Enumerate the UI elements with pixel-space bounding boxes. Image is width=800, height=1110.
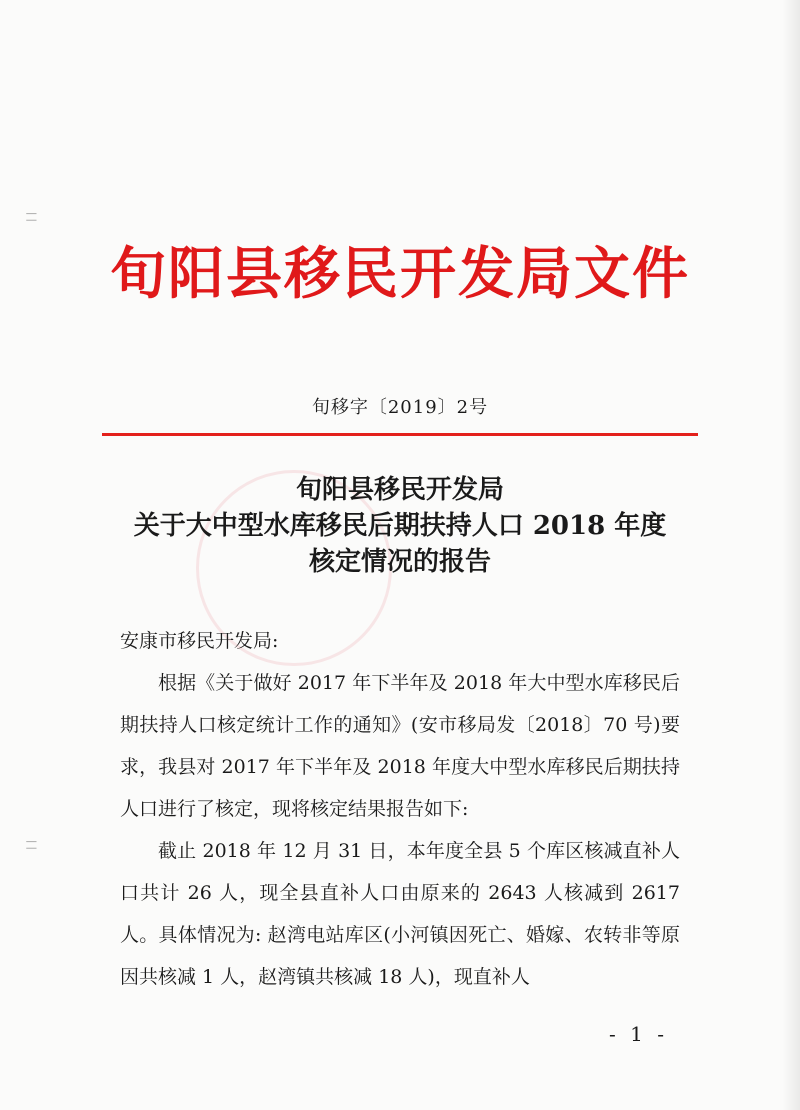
scan-edge-shadow — [782, 0, 800, 1110]
document-header-title: 旬阳县移民开发局文件 — [110, 242, 690, 307]
body-paragraph-2: 截止 2018 年 12 月 31 日，本年度全县 5 个库区核减直补人口共计 26 人，现全县直补人口由原来的 2643 人核减到 2617 人。具体情况为: 赵湾电站库区(小河镇因死亡、婚嫁、农转非等原因共核减 1 人，赵湾镇共核减 18 人)，现直补人 — [120, 840, 680, 988]
report-body — [120, 620, 680, 998]
report-title-line-2: 关于大中型水库移民后期扶持人口 2018 年度 — [133, 511, 667, 541]
report-title — [0, 472, 800, 580]
binding-hole-mark-bottom: | | — [26, 840, 37, 850]
body-paragraph-1: 根据《关于做好 2017 年下半年及 2018 年大中型水库移民后期扶持人口核定统计工作的通知》(安市移局发〔2018〕70 号)要求，我县对 2017 年下半年及 2018 年度大中型水库移民后期扶持人口进行了核定，现将核定结果报告如下: — [120, 672, 680, 820]
addressee: 安康市移民开发局: — [120, 630, 279, 652]
report-title-line-3: 核定情况的报告 — [308, 547, 491, 577]
report-title-line-1: 旬阳县移民开发局 — [295, 475, 504, 505]
reverse-side-bleed-through — [140, 88, 700, 202]
binding-hole-mark-top: | | — [26, 212, 37, 222]
page-number: - 1 - — [609, 1022, 668, 1046]
red-separator-line — [102, 433, 698, 436]
document-number: 旬移字〔2019〕2号 — [311, 397, 489, 418]
